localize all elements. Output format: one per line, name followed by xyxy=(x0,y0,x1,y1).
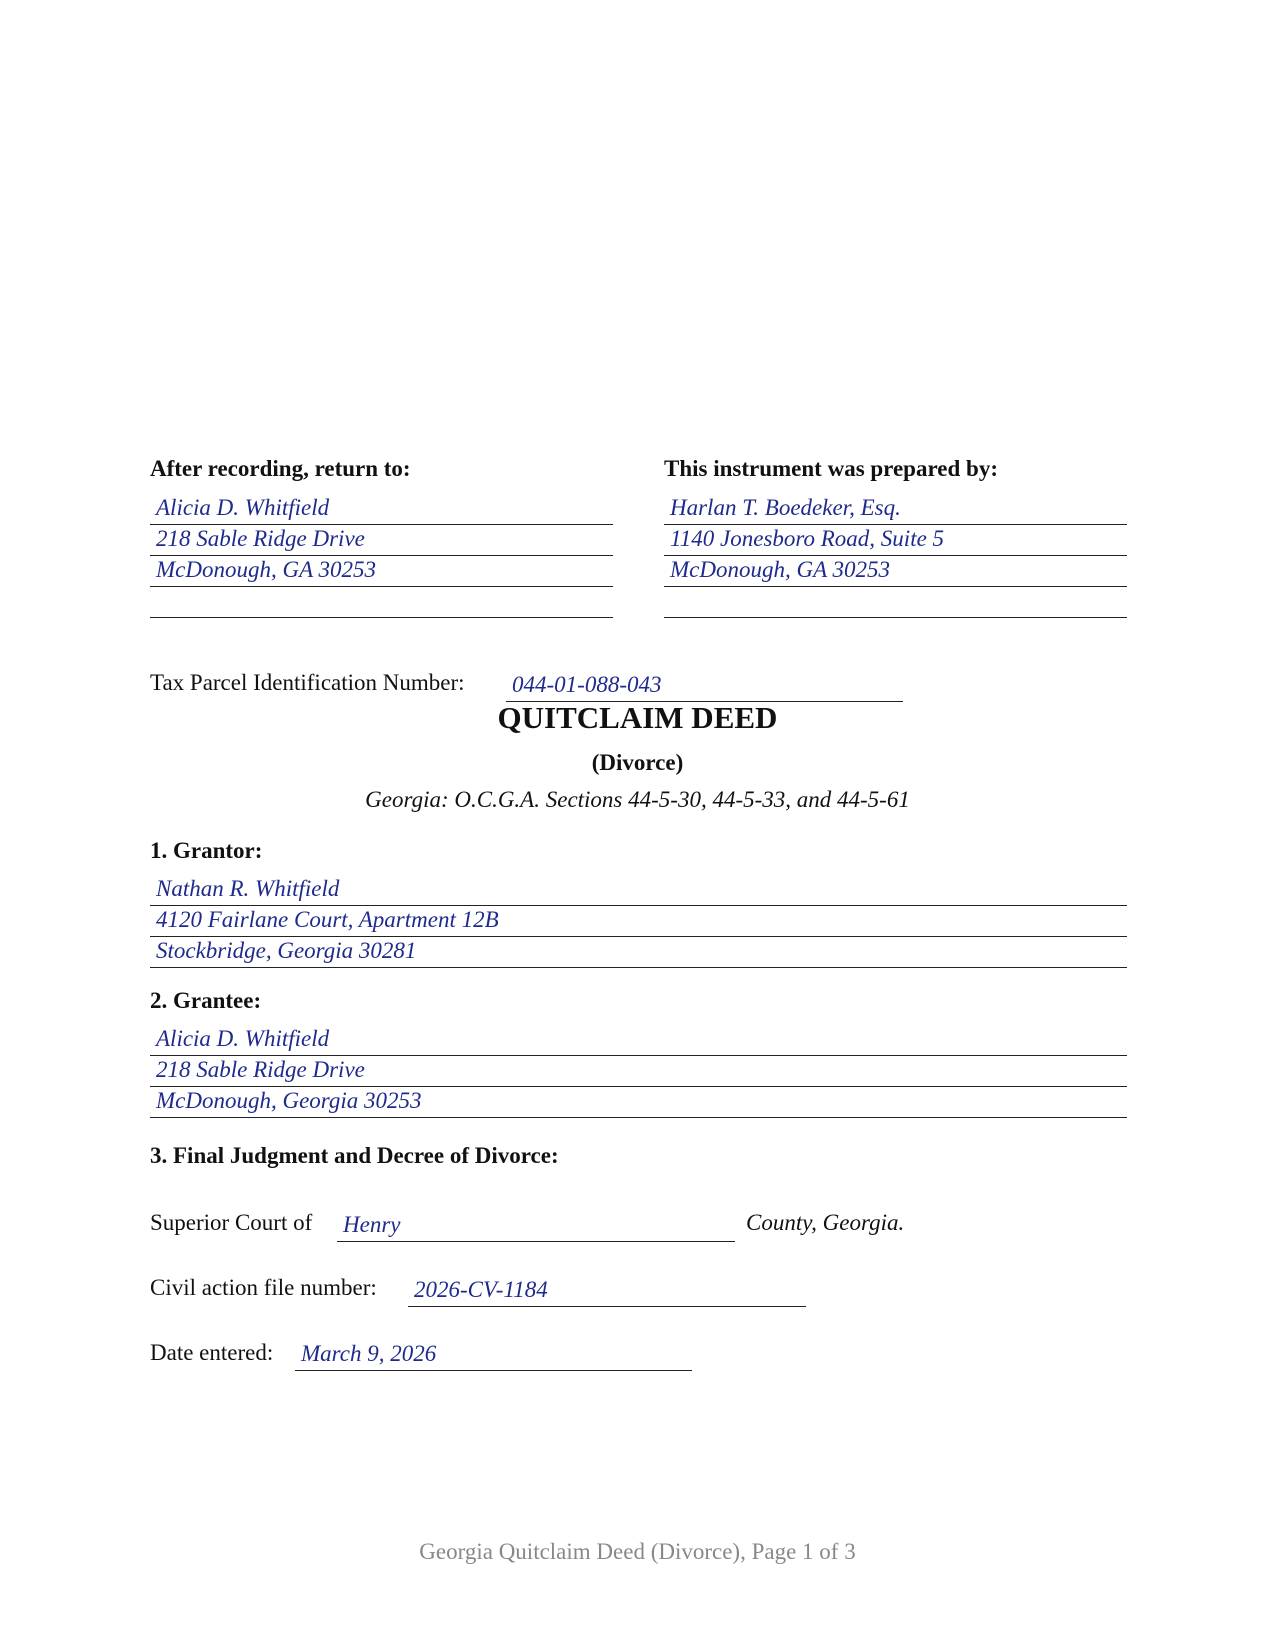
tax-parcel-label: Tax Parcel Identification Number: xyxy=(150,670,465,695)
judgment-heading: 3. Final Judgment and Decree of Divorce: xyxy=(150,1143,559,1168)
grantor-name: Nathan R. Whitfield xyxy=(156,876,340,901)
file-number-field[interactable] xyxy=(408,1277,806,1307)
prepared-by-extra-field[interactable] xyxy=(664,587,1127,618)
grantor-name-field[interactable] xyxy=(150,875,1127,906)
grantor-street: 4120 Fairlane Court, Apartment 12B xyxy=(156,907,499,932)
grantee-street: 218 Sable Ridge Drive xyxy=(156,1057,365,1082)
date-entered-value: March 9, 2026 xyxy=(301,1341,437,1366)
date-entered-field[interactable] xyxy=(295,1341,692,1371)
tax-parcel-field[interactable] xyxy=(506,672,903,702)
grantor-heading: 1. Grantor: xyxy=(150,838,263,863)
grantee-name: Alicia D. Whitfield xyxy=(156,1026,330,1051)
county-field[interactable] xyxy=(337,1212,735,1242)
file-number-label: Civil action file number: xyxy=(150,1275,377,1300)
document-subtitle: (Divorce) xyxy=(591,750,684,775)
prepared-by-heading: This instrument was prepared by: xyxy=(664,456,998,481)
grantee-name-field[interactable] xyxy=(150,1025,1127,1056)
return-to-name: Alicia D. Whitfield xyxy=(156,495,330,520)
tax-parcel-value: 044-01-088-043 xyxy=(512,672,662,697)
statute-reference: Georgia: O.C.G.A. Sections 44-5-30, 44-5-33, and 44-5-61 xyxy=(365,787,910,812)
document-title: QUITCLAIM DEED xyxy=(497,700,778,735)
county-suffix: County, Georgia. xyxy=(746,1210,905,1235)
county-value: Henry xyxy=(343,1212,401,1237)
return-to-street: 218 Sable Ridge Drive xyxy=(156,526,365,551)
date-entered-label: Date entered: xyxy=(150,1340,274,1365)
return-to-city: McDonough, GA 30253 xyxy=(156,557,376,582)
grantee-street-field[interactable] xyxy=(150,1056,1127,1087)
prepared-by-name: Harlan T. Boedeker, Esq. xyxy=(670,495,901,520)
superior-court-label: Superior Court of xyxy=(150,1210,313,1235)
grantee-heading: 2. Grantee: xyxy=(150,988,262,1013)
grantor-city-field[interactable] xyxy=(150,937,1127,968)
return-to-street-field[interactable] xyxy=(150,525,613,556)
page-footer: Georgia Quitclaim Deed (Divorce), Page 1 of 3 xyxy=(419,1539,856,1564)
return-to-name-field[interactable] xyxy=(150,494,613,525)
prepared-by-street-field[interactable] xyxy=(664,525,1127,556)
prepared-by-city-field[interactable] xyxy=(664,556,1127,587)
return-to-city-field[interactable] xyxy=(150,556,613,587)
grantor-city: Stockbridge, Georgia 30281 xyxy=(156,938,417,963)
prepared-by-street: 1140 Jonesboro Road, Suite 5 xyxy=(670,526,945,551)
file-number-value: 2026-CV-1184 xyxy=(414,1277,548,1302)
grantee-city: McDonough, Georgia 30253 xyxy=(156,1088,422,1113)
return-to-heading: After recording, return to: xyxy=(150,456,411,481)
prepared-by-name-field[interactable] xyxy=(664,494,1127,525)
prepared-by-city: McDonough, GA 30253 xyxy=(670,557,890,582)
grantor-street-field[interactable] xyxy=(150,906,1127,937)
grantee-city-field[interactable] xyxy=(150,1087,1127,1118)
return-to-extra-field[interactable] xyxy=(150,587,613,618)
